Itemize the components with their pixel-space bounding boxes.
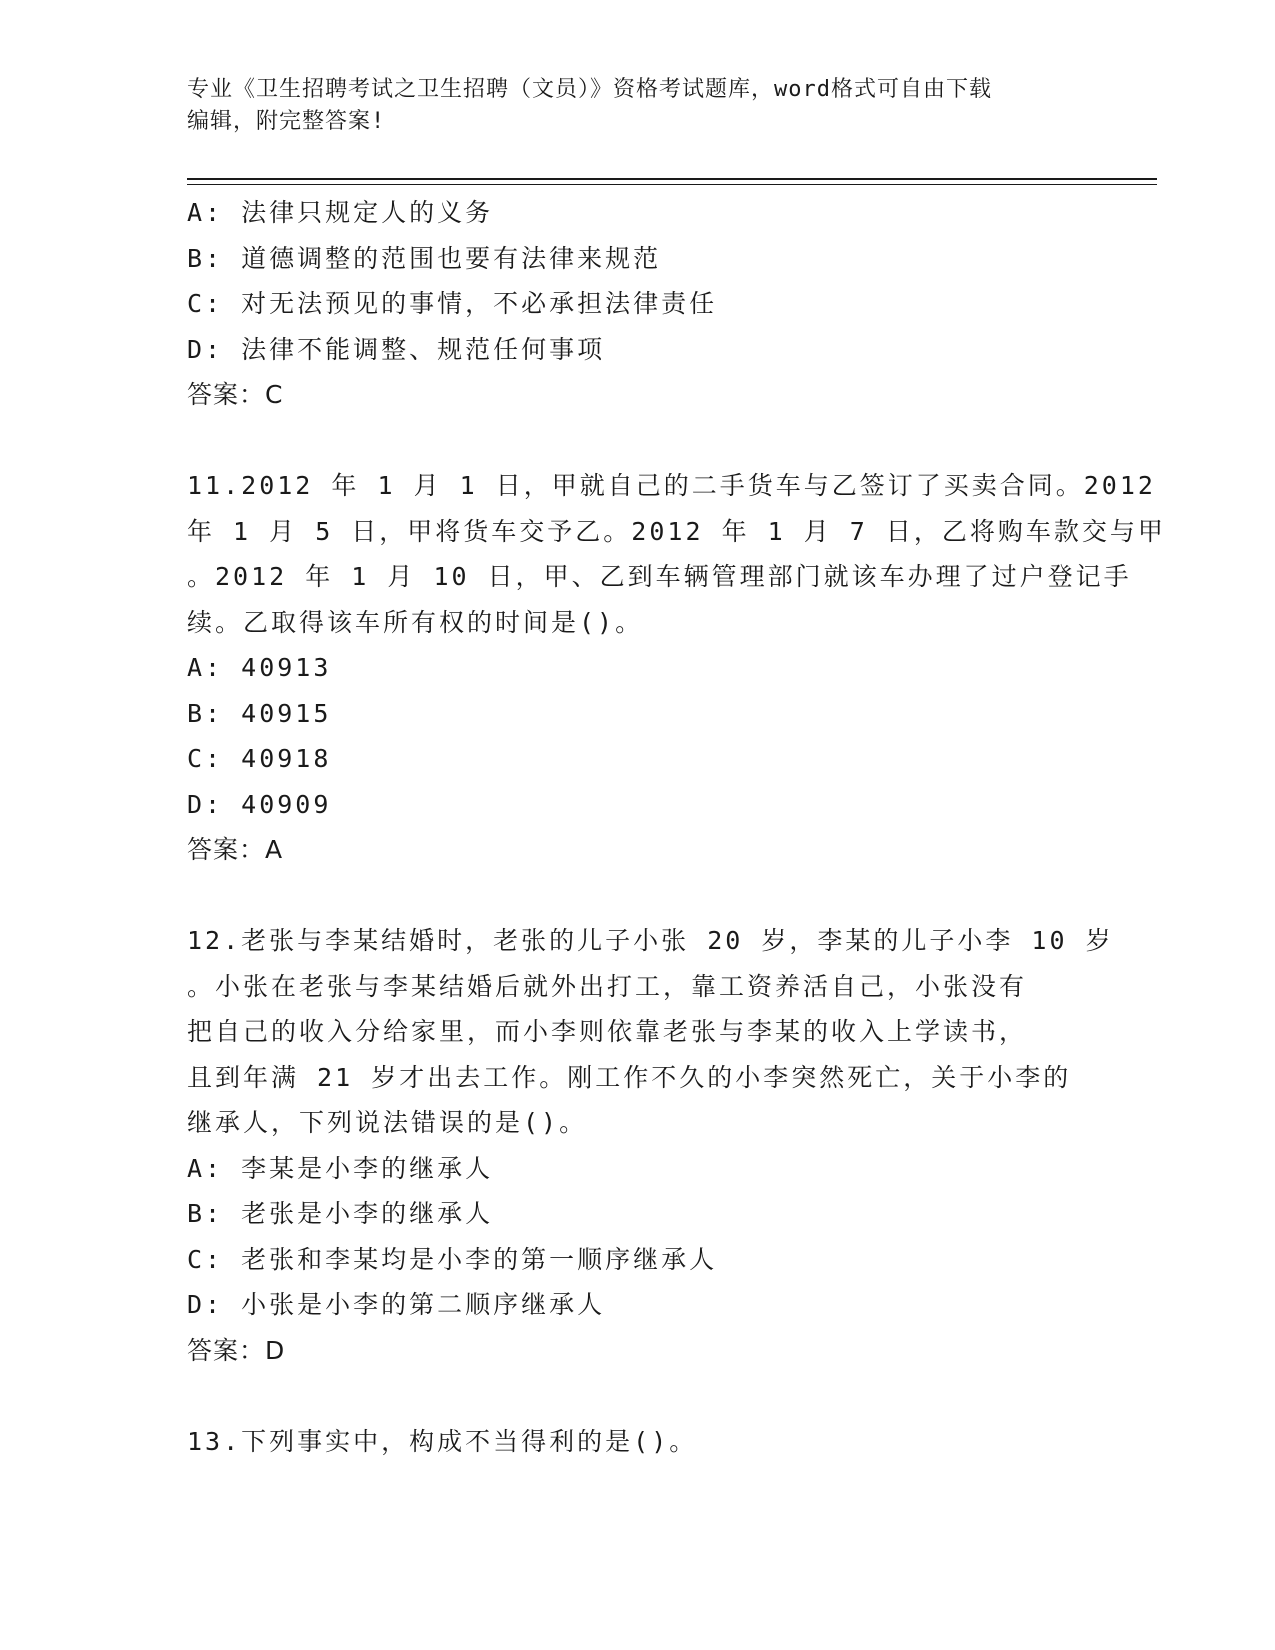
question-line: 继承人，下列说法错误的是()。 [187,1108,588,1137]
question-line: 13.下列事实中，构成不当得利的是()。 [187,1426,698,1456]
option-a: A: 40913 [187,653,332,682]
question-line: 。小张在老张与李某结婚后就外出打工，靠工资养活自己，小张没有 [187,971,1028,1001]
header-line-1: 专业《卫生招聘考试之卫生招聘（文员）》资格考试题库，word格式可自由下载 [187,77,992,102]
question-line: 11.2012 年 1 月 1 日，甲就自己的二手货车与乙签订了买卖合同。2012 [187,471,1156,500]
header-line-2: 编辑，附完整答案! [187,109,386,134]
spacer [187,1373,1087,1419]
question-line: 把自己的收入分给家里，而小李则依靠老张与李某的收入上学读书， [187,1017,1028,1046]
option-a: A: 李某是小李的继承人 [187,1153,494,1183]
answer-label: 答案：C [187,380,284,409]
question-text [187,463,1166,645]
option-c: C: 40918 [187,744,332,773]
option-b: B: 老张是小李的继承人 [187,1199,494,1228]
question-12 [187,918,1114,1373]
question-line: 12.老张与李某结婚时，老张的儿子小张 20 岁，李某的儿子小李 10 岁 [187,926,1114,955]
question-text [187,1419,1087,1465]
spacer [187,418,1087,464]
spacer [187,873,1087,919]
document-body [187,190,1166,1464]
question-text [187,918,1114,1146]
question-line: 。2012 年 1 月 10 日，甲、乙到车辆管理部门就该车办理了过户登记手 [187,562,1132,591]
question-line: 年 1 月 5 日，甲将货车交予乙。2012 年 1 月 7 日，乙将购车款交与甲 [187,516,1166,546]
option-d: D: 小张是小李的第二顺序继承人 [187,1290,606,1319]
option-d: D: 法律不能调整、规范任何事项 [187,334,606,364]
option-c: C: 老张和李某均是小李的第一顺序继承人 [187,1244,718,1274]
question-line: 且到年满 21 岁才出去工作。刚工作不久的小李突然死亡，关于小李的 [187,1062,1072,1092]
option-d: D: 40909 [187,789,332,819]
option-b: B: 40915 [187,698,332,728]
option-a: A: 法律只规定人的义务 [187,198,494,227]
option-b: B: 道德调整的范围也要有法律来规范 [187,243,662,273]
option-c: C: 对无法预见的事情，不必承担法律责任 [187,289,718,318]
question-11 [187,463,1166,873]
document-header [187,74,1087,138]
answer-label: 答案：D [187,1335,286,1365]
question-10 [187,190,1087,418]
question-13 [187,1419,1087,1465]
question-line: 续。乙取得该车所有权的时间是()。 [187,607,644,637]
answer-label: 答案：A [187,835,284,864]
header-divider [187,178,1157,185]
